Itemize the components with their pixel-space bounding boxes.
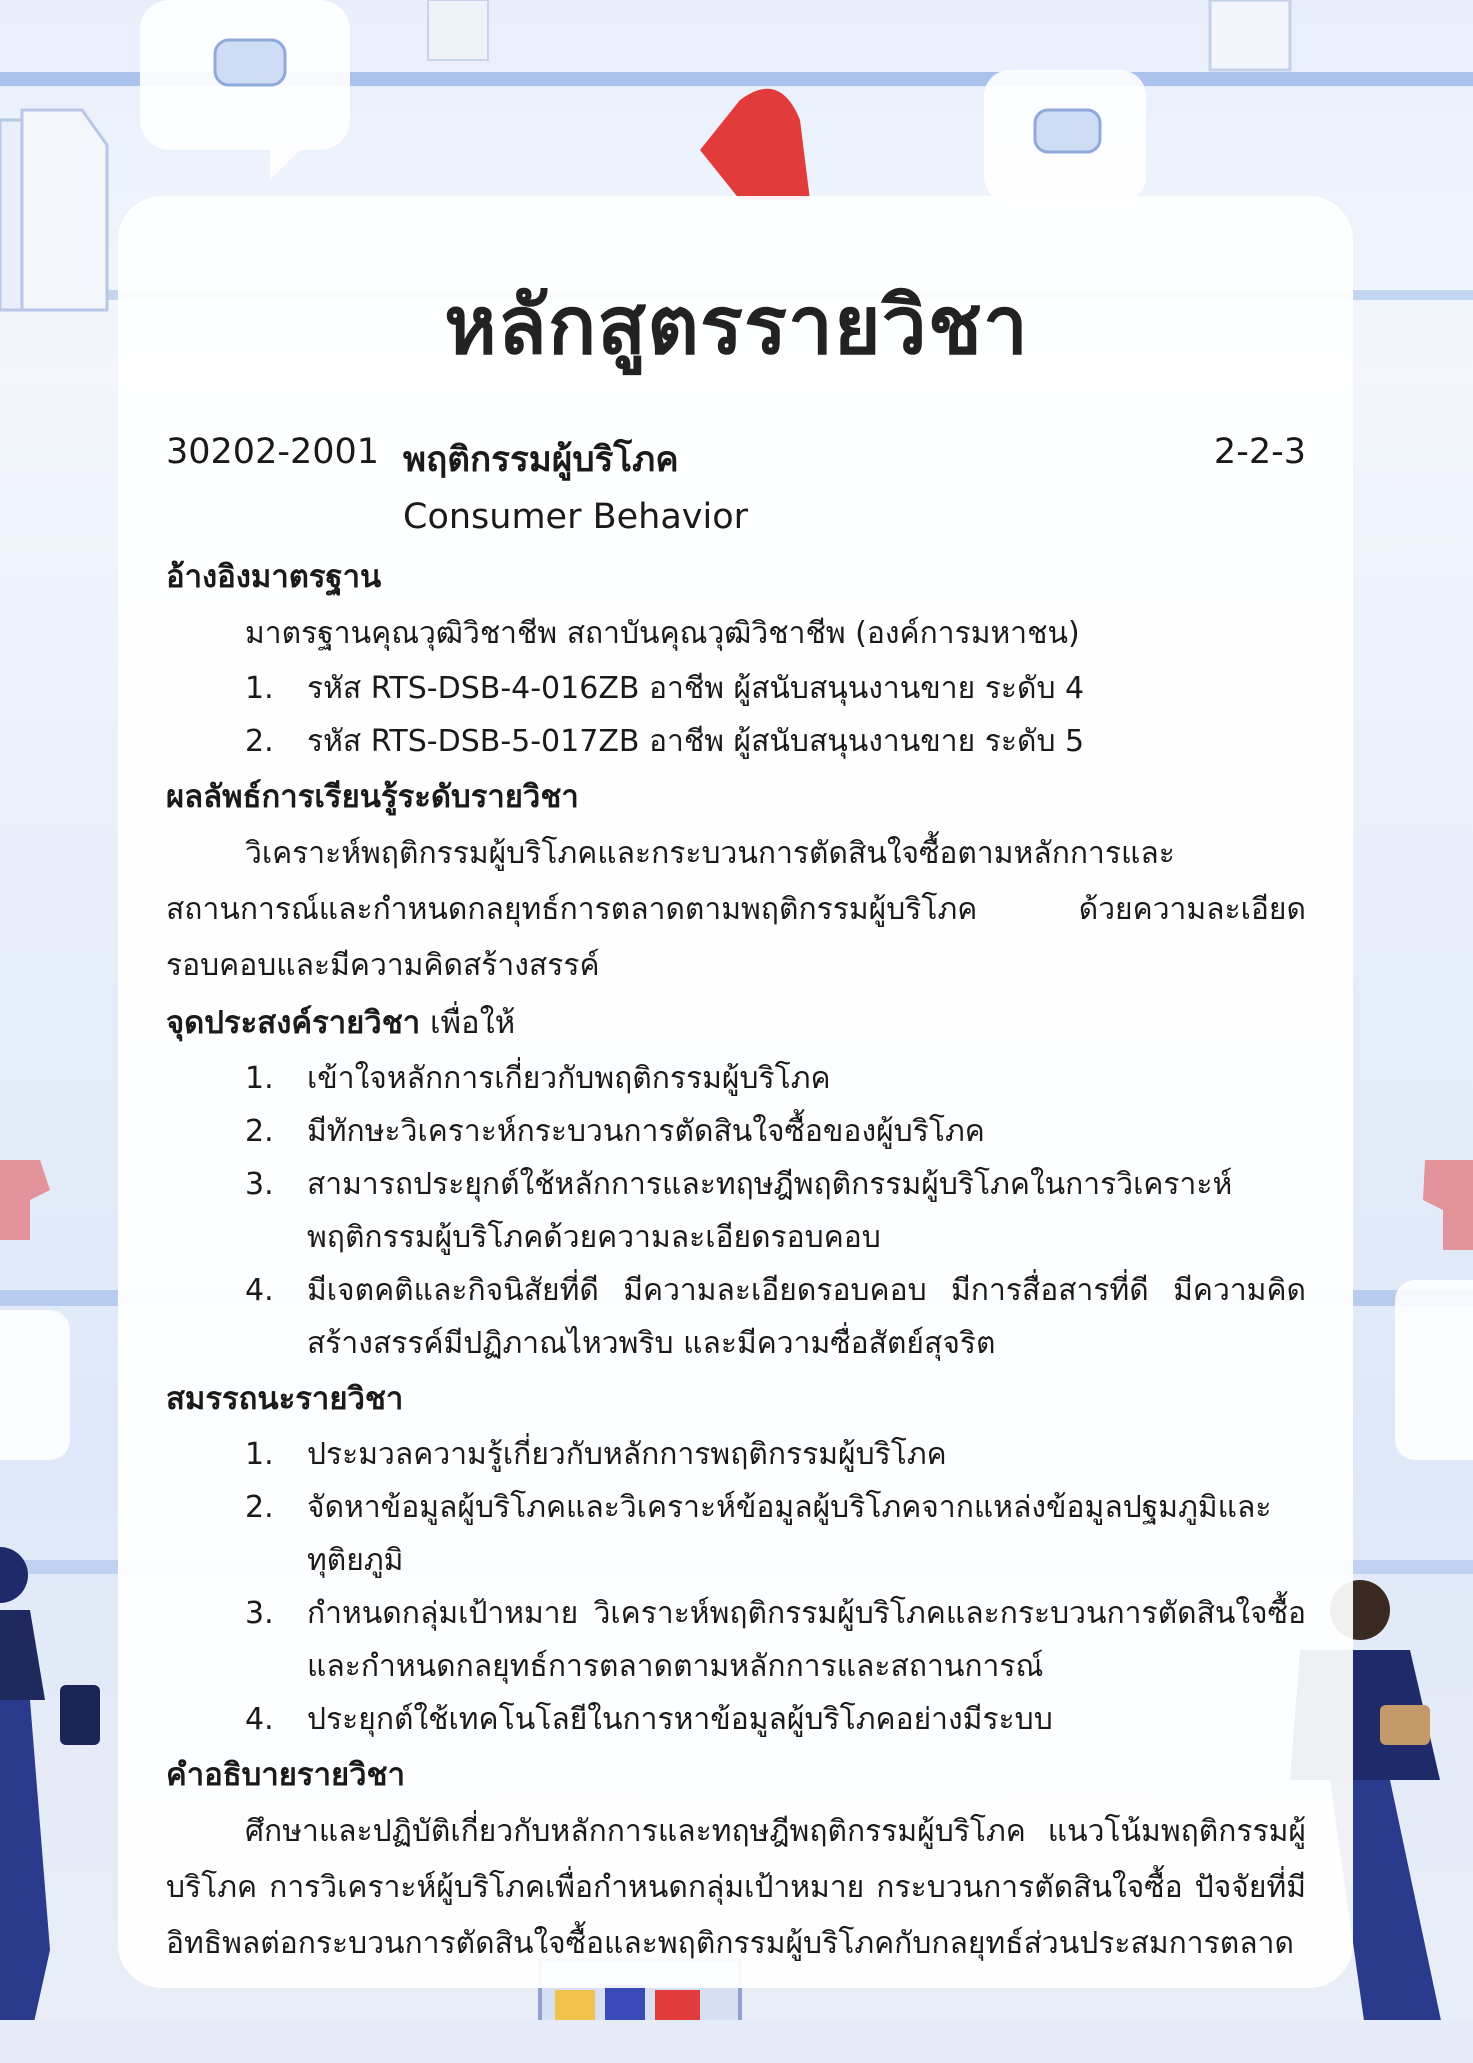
competencies-list (166, 1428, 1306, 1746)
list-number: 3. (245, 1167, 274, 1202)
course-name-en: Consumer Behavior (403, 497, 749, 537)
list-item (166, 1428, 1306, 1481)
list-text: มีเจตคติและกิจนิสัยที่ดี มีความละเอียดรอบคอบ มีการสื่อสารที่ดี มีความคิดสร้างสรรค์มีปฏิภาณไหวพริบ และมีความซื่อสัตย์สุจริต (307, 1273, 1306, 1361)
outcome-text: วิเคราะห์พฤติกรรมผู้บริโภคและกระบวนการตัดสินใจซื้อตามหลักการและสถานการณ์และกำหนดกลยุทธ์การตลาดตามพฤติกรรมผู้บริโภค ด้วยความละเอียดรอบคอบและมีความคิดสร้างสรรค์ (166, 836, 1306, 983)
description-heading: คำอธิบายรายวิชา (166, 1757, 406, 1793)
list-item (166, 1481, 1306, 1587)
list-number: 2. (245, 1490, 274, 1525)
list-number: 4. (245, 1273, 274, 1308)
objectives-heading (166, 994, 1306, 1052)
list-number: 3. (245, 1596, 274, 1631)
list-text: จัดหาข้อมูลผู้บริโภคและวิเคราะห์ข้อมูลผู้บริโภคจากแหล่งข้อมูลปฐมภูมิและทุติยภูมิ (307, 1490, 1272, 1578)
course-name-th: พฤติกรรมผู้บริโภค (403, 440, 679, 480)
list-number: 1. (245, 1437, 274, 1472)
list-item (166, 1158, 1306, 1264)
list-text: เข้าใจหลักการเกี่ยวกับพฤติกรรมผู้บริโภค (307, 1061, 831, 1096)
course-code: 30202-2001 (166, 432, 380, 472)
page-title: หลักสูตรรายวิชา (444, 279, 1029, 372)
list-text: รหัส RTS-DSB-4-016ZB อาชีพ ผู้สนับสนุนงานขาย ระดับ 4 (307, 671, 1085, 706)
list-text: รหัส RTS-DSB-5-017ZB อาชีพ ผู้สนับสนุนงานขาย ระดับ 5 (307, 724, 1085, 759)
competencies-heading: สมรรถนะรายวิชา (166, 1381, 404, 1417)
list-number: 1. (245, 671, 274, 706)
course-content (166, 432, 1306, 1972)
objectives-list (166, 1052, 1306, 1370)
description-text: ศึกษาและปฏิบัติเกี่ยวกับหลักการและทฤษฎีพฤติกรรมผู้บริโภค แนวโน้มพฤติกรรมผู้บริโภค การวิเคราะห์ผู้บริโภคเพื่อกำหนดกลุ่มเป้าหมาย กระบวนการตัดสินใจซื้อ ปัจจัยที่มีอิทธิพลต่อกระบวนการตัดสินใจซื้อและพฤติกรรมผู้บริโภคกับกลยุทธ์ส่วนประสมการตลาด (166, 1814, 1306, 1961)
list-item (166, 662, 1306, 715)
list-number: 4. (245, 1702, 274, 1737)
list-text: ประยุกต์ใช้เทคโนโลยีในการหาข้อมูลผู้บริโภคอย่างมีระบบ (307, 1702, 1053, 1737)
objectives-heading-text: จุดประสงค์รายวิชา (166, 1005, 421, 1041)
list-number: 2. (245, 1114, 274, 1149)
list-number: 1. (245, 1061, 274, 1096)
person-figure-icon (0, 1547, 100, 2063)
list-item (166, 1264, 1306, 1370)
list-text: มีทักษะวิเคราะห์กระบวนการตัดสินใจซื้อของผู้บริโภค (307, 1114, 985, 1149)
face-mask-bubble-icon (140, 0, 350, 180)
objectives-heading-suffix: เพื่อให้ (420, 1005, 516, 1041)
standards-intro: มาตรฐานคุณวุฒิวิชาชีพ สถาบันคุณวุฒิวิชาชีพ (องค์การมหาชน) (245, 616, 1080, 651)
list-number: 2. (245, 724, 274, 759)
list-text: กำหนดกลุ่มเป้าหมาย วิเคราะห์พฤติกรรมผู้บริโภคและกระบวนการตัดสินใจซื้อ และกำหนดกลยุทธ์การตลาดตามหลักการและสถานการณ์ (307, 1596, 1306, 1684)
course-credits: 2-2-3 (1213, 432, 1306, 472)
list-item (166, 1587, 1306, 1693)
course-header (166, 432, 1306, 486)
standards-heading: อ้างอิงมาตรฐาน (166, 559, 382, 595)
list-item (166, 715, 1306, 768)
list-item (166, 1052, 1306, 1105)
standards-list (166, 662, 1306, 768)
list-text: ประมวลความรู้เกี่ยวกับหลักการพฤติกรรมผู้บริโภค (307, 1437, 947, 1472)
outcome-heading: ผลลัพธ์การเรียนรู้ระดับรายวิชา (166, 779, 579, 815)
list-text: สามารถประยุกต์ใช้หลักการและทฤษฎีพฤติกรรมผู้บริโภคในการวิเคราะห์พฤติกรรมผู้บริโภคด้วยความละเอียดรอบคอบ (307, 1167, 1233, 1255)
face-mask-bubble-icon (984, 70, 1146, 202)
list-item (166, 1105, 1306, 1158)
list-item (166, 1693, 1306, 1746)
